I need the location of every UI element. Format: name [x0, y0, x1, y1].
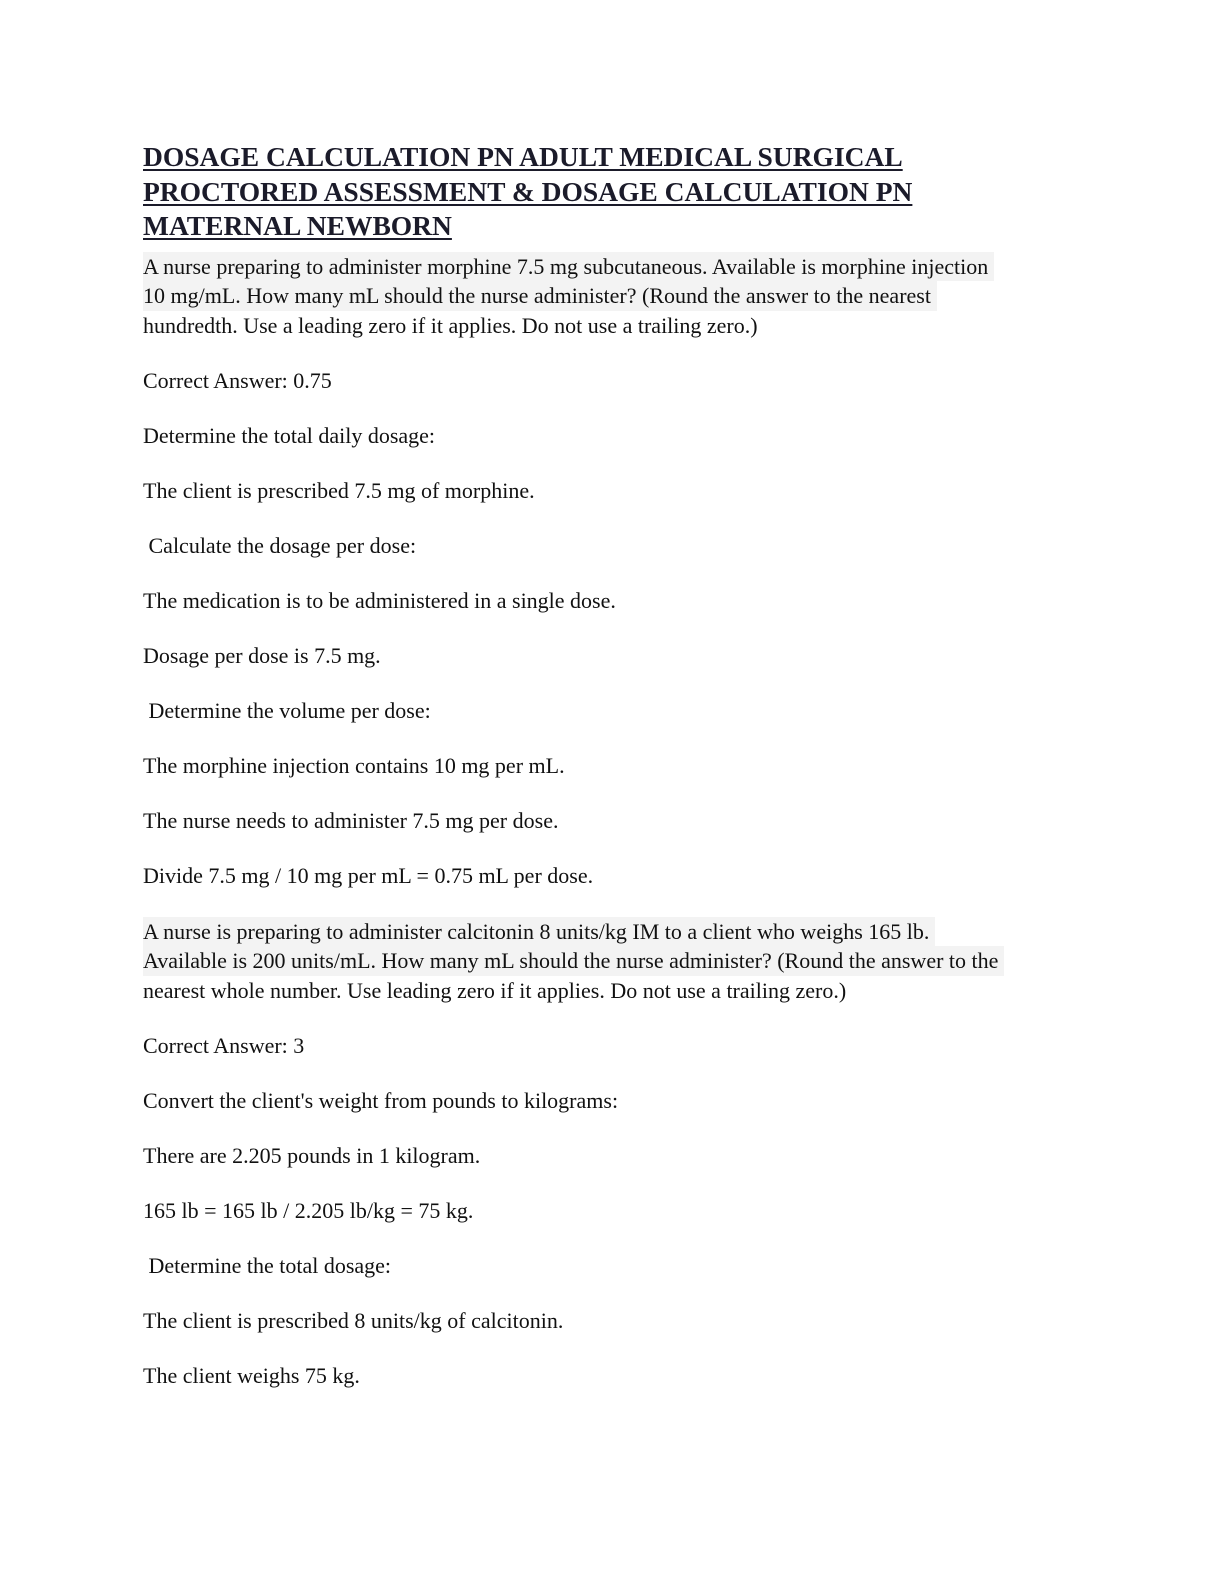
solution-step: Divide 7.5 mg / 10 mg per mL = 0.75 mL per dose. — [143, 863, 594, 888]
question-line: nearest whole number. Use leading zero if it applies. Do not use a trailing zero.) — [143, 976, 852, 1006]
solution-step: The client is prescribed 8 units/kg of calcitonin. — [143, 1308, 564, 1333]
question-line: Available is 200 units/mL. How many mL should the nurse administer? (Round the answer to the — [143, 946, 1004, 976]
title-line: PROCTORED ASSESSMENT & DOSAGE CALCULATION PN — [143, 175, 913, 207]
solution-step: There are 2.205 pounds in 1 kilogram. — [143, 1143, 481, 1168]
solution-step: The nurse needs to administer 7.5 mg per dose. — [143, 808, 559, 833]
solution-step: Determine the volume per dose: — [143, 698, 431, 723]
document-title — [143, 140, 1083, 244]
title-line: MATERNAL NEWBORN — [143, 210, 452, 241]
solution-step: Determine the total daily dosage: — [143, 423, 436, 448]
solution-step: 165 lb = 165 lb / 2.205 lb/kg = 75 kg. — [143, 1198, 474, 1223]
question-line: 10 mg/mL. How many mL should the nurse administer? (Round the answer to the nearest — [143, 281, 937, 311]
question-line: A nurse preparing to administer morphine 7.5 mg subcutaneous. Available is morphine injection — [143, 252, 994, 282]
question-1-text — [143, 252, 1083, 341]
solution-step: Determine the total dosage: — [143, 1253, 392, 1278]
question-1-answer: Correct Answer: 0.75 — [143, 368, 332, 393]
solution-step: The medication is to be administered in a single dose. — [143, 588, 616, 613]
title-line: DOSAGE CALCULATION PN ADULT MEDICAL SURGICAL — [143, 141, 903, 172]
question-line: A nurse is preparing to administer calcitonin 8 units/kg IM to a client who weighs 165 lb. — [143, 917, 935, 947]
question-2-text — [143, 917, 1083, 1006]
solution-step: Dosage per dose is 7.5 mg. — [143, 643, 381, 668]
question-2-answer: Correct Answer: 3 — [143, 1033, 305, 1058]
solution-step: Convert the client's weight from pounds to kilograms: — [143, 1088, 619, 1113]
solution-step: Calculate the dosage per dose: — [143, 533, 417, 558]
solution-step: The client is prescribed 7.5 mg of morphine. — [143, 478, 535, 503]
question-line: hundredth. Use a leading zero if it applies. Do not use a trailing zero.) — [143, 311, 764, 341]
solution-step: The client weighs 75 kg. — [143, 1363, 360, 1388]
solution-step: The morphine injection contains 10 mg per mL. — [143, 753, 565, 778]
document-page — [143, 140, 1083, 1391]
